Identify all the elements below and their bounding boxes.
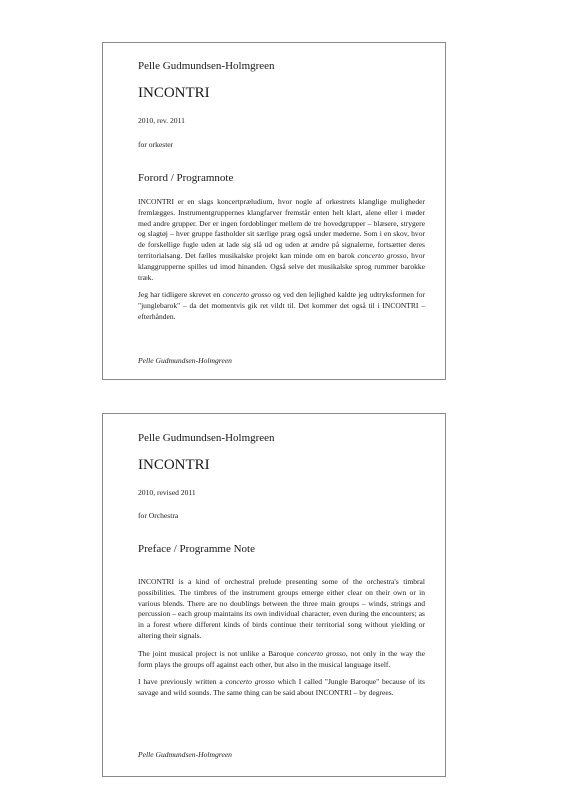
- scoring: for orkester: [138, 140, 174, 149]
- body-text: [138, 197, 425, 323]
- danish-programme-note-panel: [102, 42, 446, 380]
- paragraph: Jeg har tidligere skrevet en concerto grosso og ved den lejlighed kaldte jeg udtryksformen for "junglebarok" – da det momentvis gik ret vildt til. Det kommer det også til i INCONTRI – efterhånden.: [138, 290, 425, 321]
- paragraph: The joint musical project is not unlike a Baroque concerto grosso, not only in the way the form plays the groups off against each other, but also in the musical language itself.: [138, 648, 425, 669]
- composer-name: Pelle Gudmundsen-Holmgreen: [138, 60, 275, 72]
- paragraph: I have previously written a concerto grosso which I called "Jungle Baroque" because of its savage and wild sounds. The same thing can be said about INCONTRI – by degrees.: [138, 677, 425, 698]
- paragraph: INCONTRI er en slags koncertpræludium, hvor nogle af orkestrets klanglige muligheder fremlægges. Instrumentgruppernes klangfarver fremstår enten helt klart, alene eller i møder med andre grupper. Der er ingen fordoblinger mellem de tre hovedgrupper – blæsere, strygere og slagtøj – hver gruppe fastholder sit særlige præg også under møderne. Som i en skov, hvor de forskellige fugle uden at lade sig slå ud og uden at ændre på signalerne, fortsætter deres territorialsang. Det fælles musikalske projekt kan minde om en barok concerto grosso, hvor klanggrupperne spilles ud imod hinanden. Også selve det musikalske sprog rummer barokke træk.: [138, 197, 425, 282]
- section-heading: Forord / Programnote: [138, 172, 234, 184]
- work-title: INCONTRI: [138, 85, 210, 101]
- signature: Pelle Gudmundsen-Holmgreen: [138, 750, 232, 759]
- composer-name: Pelle Gudmundsen-Holmgreen: [138, 432, 275, 444]
- work-title: INCONTRI: [138, 457, 210, 473]
- section-heading: Preface / Programme Note: [138, 543, 255, 555]
- scoring: for Orchestra: [138, 511, 179, 520]
- composition-date: 2010, rev. 2011: [138, 116, 185, 125]
- composition-date: 2010, revised 2011: [138, 488, 196, 497]
- signature: Pelle Gudmundsen-Holmgreen: [138, 356, 232, 365]
- english-programme-note-panel: [102, 413, 446, 777]
- paragraph: INCONTRI is a kind of orchestral prelude presenting some of the orchestra's timbral possibilities. The timbres of the instrument groups emerge either clear on their own or in various blends. There are no doublings between the three main groups – winds, strings and percussion – each group maintains its own individual character, even during the encounters; as in a forest where different kinds of birds continue their territorial song without yielding or altering their signals.: [138, 577, 425, 640]
- body-text: [138, 577, 425, 699]
